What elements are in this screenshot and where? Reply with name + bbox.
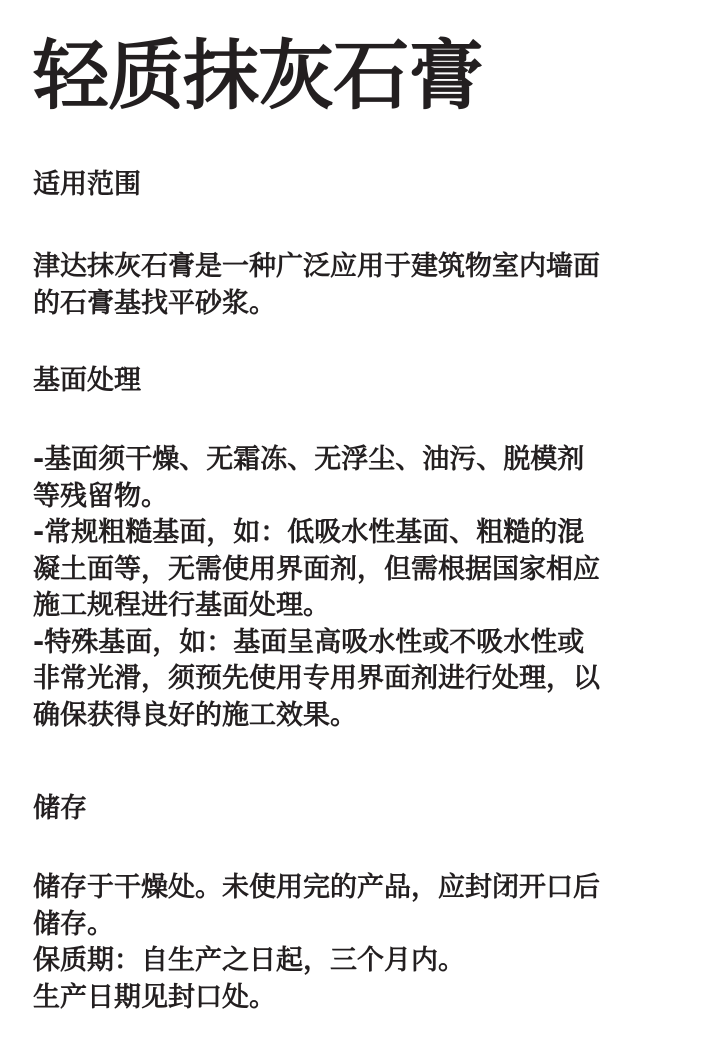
text-line: 生产日期见封口处。	[33, 981, 276, 1013]
text-line: 等残留物。	[33, 480, 168, 512]
text-line: 保质期：自生产之日起，三个月内。	[33, 945, 465, 976]
page-title: 轻质抹灰石膏	[33, 31, 483, 120]
text-line: 确保获得良好的施工效果。	[33, 699, 357, 731]
text-line: 的石膏基找平砂浆。	[33, 287, 276, 319]
section-body-storage	[33, 871, 600, 1017]
section-heading-scope: 适用范围	[33, 169, 141, 200]
text-line: -特殊基面，如：基面呈高吸水性或不吸水性或	[33, 626, 585, 658]
text-line: 非常光滑，须预先使用专用界面剂进行处理，以	[33, 663, 600, 694]
text-line: 凝土面等，无需使用界面剂，但需根据国家相应	[33, 553, 600, 585]
section-body-scope	[33, 250, 600, 323]
text-line: 储存于干燥处。未使用完的产品，应封闭开口后	[33, 872, 600, 903]
section-heading-substrate: 基面处理	[33, 365, 141, 396]
text-line: 津达抹灰石膏是一种广泛应用于建筑物室内墙面	[33, 251, 600, 282]
text-line: 储存。	[33, 908, 114, 940]
text-line: -基面须干燥、无霜冻、无浮尘、油污、脱模剂	[33, 444, 585, 475]
section-body-substrate	[33, 443, 600, 735]
text-line: -常规粗糙基面，如：低吸水性基面、粗糙的混	[33, 517, 585, 548]
text-line: 施工规程进行基面处理。	[33, 590, 330, 621]
section-heading-storage: 储存	[33, 793, 87, 824]
